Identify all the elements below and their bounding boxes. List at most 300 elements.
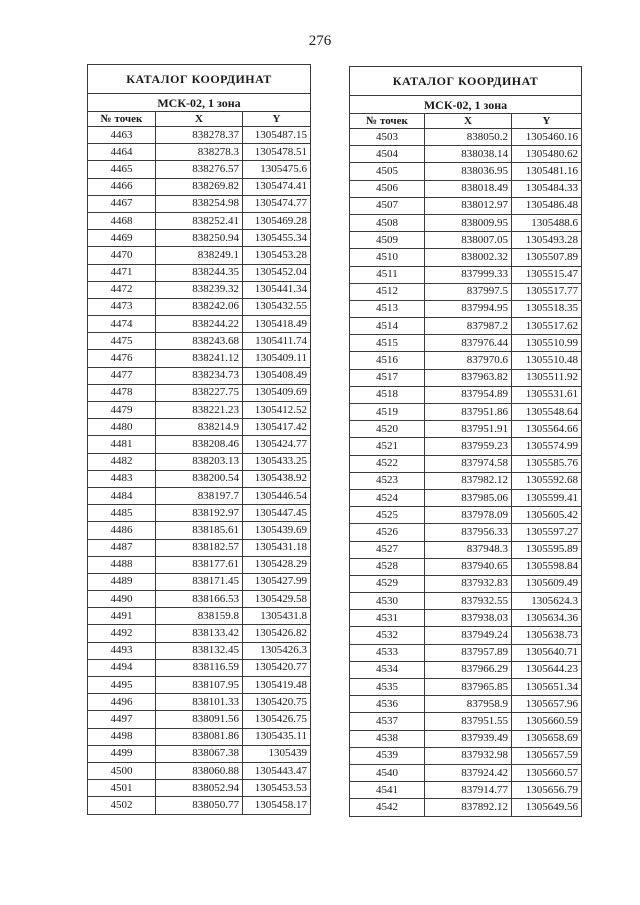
y-coordinate-cell: 1305510.48 <box>512 352 582 369</box>
table-row <box>350 266 582 283</box>
y-coordinate-cell: 1305432.55 <box>243 298 311 315</box>
table-row <box>350 541 582 558</box>
x-coordinate-cell: 838133.42 <box>156 625 243 642</box>
table-row <box>88 195 311 212</box>
y-coordinate-cell: 1305624.3 <box>512 593 582 610</box>
point-number-cell: 4473 <box>88 298 156 315</box>
point-number-cell: 4484 <box>88 487 156 504</box>
table-row <box>350 180 582 197</box>
point-number-cell: 4524 <box>350 489 425 506</box>
x-coordinate-cell: 838002.32 <box>425 249 512 266</box>
x-coordinate-cell: 837965.85 <box>425 679 512 696</box>
table-row <box>350 421 582 438</box>
y-coordinate-cell: 1305474.77 <box>243 195 311 212</box>
table-row <box>88 659 311 676</box>
table-row <box>88 522 311 539</box>
table-row <box>88 797 311 814</box>
y-coordinate-cell: 1305609.49 <box>512 575 582 592</box>
point-number-cell: 4498 <box>88 728 156 745</box>
y-coordinate-cell: 1305441.34 <box>243 281 311 298</box>
point-number-cell: 4500 <box>88 762 156 779</box>
table-row <box>88 298 311 315</box>
table-row <box>88 694 311 711</box>
y-coordinate-cell: 1305412.52 <box>243 402 311 419</box>
point-number-cell: 4474 <box>88 316 156 333</box>
point-number-cell: 4539 <box>350 747 425 764</box>
x-coordinate-cell: 837932.98 <box>425 747 512 764</box>
table-row <box>350 300 582 317</box>
point-number-cell: 4536 <box>350 696 425 713</box>
x-coordinate-cell: 837924.42 <box>425 764 512 781</box>
x-coordinate-cell: 837963.82 <box>425 369 512 386</box>
x-coordinate-cell: 838185.61 <box>156 522 243 539</box>
table-row <box>350 558 582 575</box>
y-coordinate-cell: 1305428.29 <box>243 556 311 573</box>
table-row <box>88 625 311 642</box>
table-row <box>350 764 582 781</box>
point-number-cell: 4522 <box>350 455 425 472</box>
table-row <box>88 487 311 504</box>
y-coordinate-cell: 1305411.74 <box>243 333 311 350</box>
x-coordinate-cell: 838244.35 <box>156 264 243 281</box>
table-row <box>88 333 311 350</box>
x-coordinate-cell: 838182.57 <box>156 539 243 556</box>
y-coordinate-cell: 1305427.99 <box>243 573 311 590</box>
point-number-cell: 4540 <box>350 764 425 781</box>
y-coordinate-cell: 1305638.73 <box>512 627 582 644</box>
table-row <box>350 575 582 592</box>
x-coordinate-cell: 837948.3 <box>425 541 512 558</box>
y-coordinate-cell: 1305474.41 <box>243 178 311 195</box>
table-row <box>350 352 582 369</box>
y-coordinate-cell: 1305446.54 <box>243 487 311 504</box>
point-number-cell: 4534 <box>350 661 425 678</box>
point-number-cell: 4483 <box>88 470 156 487</box>
x-coordinate-cell: 838234.73 <box>156 367 243 384</box>
y-coordinate-cell: 1305408.49 <box>243 367 311 384</box>
x-coordinate-cell: 838242.06 <box>156 298 243 315</box>
point-number-cell: 4531 <box>350 610 425 627</box>
point-number-cell: 4526 <box>350 524 425 541</box>
y-coordinate-cell: 1305548.64 <box>512 404 582 421</box>
y-coordinate-cell: 1305660.59 <box>512 713 582 730</box>
table-row <box>350 318 582 335</box>
x-coordinate-cell: 838159.8 <box>156 608 243 625</box>
table-body <box>88 127 311 815</box>
y-coordinate-cell: 1305426.82 <box>243 625 311 642</box>
point-number-cell: 4466 <box>88 178 156 195</box>
table-row <box>350 524 582 541</box>
point-number-cell: 4538 <box>350 730 425 747</box>
point-number-cell: 4528 <box>350 558 425 575</box>
x-coordinate-cell: 838052.94 <box>156 780 243 797</box>
y-coordinate-cell: 1305592.68 <box>512 472 582 489</box>
x-coordinate-cell: 837892.12 <box>425 799 512 816</box>
y-coordinate-cell: 1305507.89 <box>512 249 582 266</box>
y-coordinate-cell: 1305409.11 <box>243 350 311 367</box>
x-coordinate-cell: 837987.2 <box>425 318 512 335</box>
table-row <box>350 696 582 713</box>
table-row <box>88 230 311 247</box>
point-number-cell: 4530 <box>350 593 425 610</box>
x-coordinate-cell: 837939.49 <box>425 730 512 747</box>
x-coordinate-cell: 838192.97 <box>156 505 243 522</box>
point-number-cell: 4476 <box>88 350 156 367</box>
y-coordinate-cell: 1305640.71 <box>512 644 582 661</box>
table-row <box>350 146 582 163</box>
point-number-cell: 4504 <box>350 146 425 163</box>
x-coordinate-cell: 838007.05 <box>425 232 512 249</box>
y-coordinate-cell: 1305438.92 <box>243 470 311 487</box>
table-row <box>88 642 311 659</box>
y-coordinate-cell: 1305426.75 <box>243 711 311 728</box>
point-number-cell: 4478 <box>88 384 156 401</box>
y-coordinate-cell: 1305518.35 <box>512 300 582 317</box>
table-row <box>88 780 311 797</box>
x-coordinate-cell: 838254.98 <box>156 195 243 212</box>
y-coordinate-cell: 1305458.17 <box>243 797 311 814</box>
coordinate-system-zone: МСК-02, 1 зона <box>88 94 311 112</box>
x-coordinate-cell: 837997.5 <box>425 283 512 300</box>
x-coordinate-cell: 838050.77 <box>156 797 243 814</box>
y-coordinate-cell: 1305418.49 <box>243 316 311 333</box>
table-row <box>350 386 582 403</box>
table-row <box>350 283 582 300</box>
y-coordinate-cell: 1305453.53 <box>243 780 311 797</box>
point-number-cell: 4508 <box>350 214 425 231</box>
x-coordinate-cell: 838018.49 <box>425 180 512 197</box>
y-coordinate-cell: 1305475.6 <box>243 161 311 178</box>
table-row <box>88 281 311 298</box>
table-row <box>350 214 582 231</box>
point-number-cell: 4518 <box>350 386 425 403</box>
y-coordinate-cell: 1305431.18 <box>243 539 311 556</box>
table-row <box>88 728 311 745</box>
coordinate-catalog-table-right <box>349 66 582 817</box>
x-coordinate-cell: 837951.86 <box>425 404 512 421</box>
point-number-cell: 4490 <box>88 591 156 608</box>
point-number-cell: 4533 <box>350 644 425 661</box>
y-coordinate-cell: 1305595.89 <box>512 541 582 558</box>
y-coordinate-cell: 1305439 <box>243 745 311 762</box>
y-coordinate-cell: 1305420.77 <box>243 659 311 676</box>
x-coordinate-cell: 837974.58 <box>425 455 512 472</box>
x-coordinate-cell: 837956.33 <box>425 524 512 541</box>
y-coordinate-cell: 1305651.34 <box>512 679 582 696</box>
x-coordinate-cell: 837940.65 <box>425 558 512 575</box>
y-coordinate-cell: 1305424.77 <box>243 436 311 453</box>
table-row <box>350 679 582 696</box>
table-row <box>350 163 582 180</box>
x-coordinate-cell: 838197.7 <box>156 487 243 504</box>
table-row <box>350 197 582 214</box>
y-coordinate-cell: 1305433.25 <box>243 453 311 470</box>
point-number-cell: 4468 <box>88 212 156 229</box>
point-number-cell: 4469 <box>88 230 156 247</box>
table-row <box>350 369 582 386</box>
y-coordinate-cell: 1305531.61 <box>512 386 582 403</box>
y-coordinate-cell: 1305599.41 <box>512 489 582 506</box>
point-number-cell: 4512 <box>350 283 425 300</box>
x-coordinate-cell: 837932.55 <box>425 593 512 610</box>
point-number-cell: 4529 <box>350 575 425 592</box>
y-coordinate-cell: 1305481.16 <box>512 163 582 180</box>
point-number-cell: 4516 <box>350 352 425 369</box>
table-row <box>350 799 582 816</box>
table-row <box>88 762 311 779</box>
table-row <box>350 730 582 747</box>
y-coordinate-cell: 1305431.8 <box>243 608 311 625</box>
point-number-cell: 4482 <box>88 453 156 470</box>
point-number-cell: 4493 <box>88 642 156 659</box>
point-number-cell: 4542 <box>350 799 425 816</box>
y-coordinate-cell: 1305605.42 <box>512 507 582 524</box>
x-coordinate-cell: 837954.89 <box>425 386 512 403</box>
x-coordinate-cell: 838221.23 <box>156 402 243 419</box>
y-coordinate-cell: 1305426.3 <box>243 642 311 659</box>
y-coordinate-cell: 1305487.15 <box>243 127 311 144</box>
y-coordinate-cell: 1305517.77 <box>512 283 582 300</box>
table-row <box>88 745 311 762</box>
page-number: 276 <box>308 33 332 49</box>
y-coordinate-cell: 1305455.34 <box>243 230 311 247</box>
point-number-cell: 4475 <box>88 333 156 350</box>
y-coordinate-cell: 1305409.69 <box>243 384 311 401</box>
table-row <box>350 627 582 644</box>
y-coordinate-cell: 1305657.59 <box>512 747 582 764</box>
x-coordinate-cell: 838101.33 <box>156 694 243 711</box>
table-row <box>88 453 311 470</box>
table-row <box>350 593 582 610</box>
y-coordinate-cell: 1305574.99 <box>512 438 582 455</box>
table-row <box>350 472 582 489</box>
y-coordinate-cell: 1305511.92 <box>512 369 582 386</box>
x-coordinate-cell: 838278.37 <box>156 127 243 144</box>
table-row <box>88 367 311 384</box>
y-coordinate-cell: 1305429.58 <box>243 591 311 608</box>
point-number-cell: 4491 <box>88 608 156 625</box>
x-coordinate-cell: 838107.95 <box>156 677 243 694</box>
point-number-cell: 4488 <box>88 556 156 573</box>
point-number-cell: 4497 <box>88 711 156 728</box>
catalog-title: КАТАЛОГ КООРДИНАТ <box>88 65 311 94</box>
x-coordinate-cell: 838214.9 <box>156 419 243 436</box>
point-number-cell: 4537 <box>350 713 425 730</box>
x-coordinate-cell: 837951.91 <box>425 421 512 438</box>
y-coordinate-cell: 1305484.33 <box>512 180 582 197</box>
point-number-cell: 4520 <box>350 421 425 438</box>
table-row <box>88 161 311 178</box>
x-coordinate-cell: 838038.14 <box>425 146 512 163</box>
y-coordinate-cell: 1305486.48 <box>512 197 582 214</box>
x-coordinate-cell: 838227.75 <box>156 384 243 401</box>
x-coordinate-cell: 838243.68 <box>156 333 243 350</box>
column-header-x: X <box>156 112 243 127</box>
table-row <box>88 591 311 608</box>
point-number-cell: 4472 <box>88 281 156 298</box>
y-coordinate-cell: 1305598.84 <box>512 558 582 575</box>
coordinate-system-zone: МСК-02, 1 зона <box>350 96 582 114</box>
x-coordinate-cell: 837982.12 <box>425 472 512 489</box>
y-coordinate-cell: 1305420.75 <box>243 694 311 711</box>
y-coordinate-cell: 1305597.27 <box>512 524 582 541</box>
column-header-y: Y <box>512 114 582 129</box>
table-row <box>88 384 311 401</box>
table-row <box>88 505 311 522</box>
y-coordinate-cell: 1305439.69 <box>243 522 311 539</box>
table-row <box>88 247 311 264</box>
point-number-cell: 4470 <box>88 247 156 264</box>
table-row <box>350 747 582 764</box>
x-coordinate-cell: 838067.38 <box>156 745 243 762</box>
x-coordinate-cell: 837966.29 <box>425 661 512 678</box>
point-number-cell: 4487 <box>88 539 156 556</box>
x-coordinate-cell: 838171.45 <box>156 573 243 590</box>
point-number-cell: 4511 <box>350 266 425 283</box>
x-coordinate-cell: 838250.94 <box>156 230 243 247</box>
y-coordinate-cell: 1305435.11 <box>243 728 311 745</box>
point-number-cell: 4479 <box>88 402 156 419</box>
table-row <box>350 232 582 249</box>
x-coordinate-cell: 838200.54 <box>156 470 243 487</box>
table-row <box>88 539 311 556</box>
x-coordinate-cell: 838278.3 <box>156 144 243 161</box>
table-row <box>88 470 311 487</box>
table-row <box>350 507 582 524</box>
table-row <box>350 335 582 352</box>
y-coordinate-cell: 1305460.16 <box>512 129 582 146</box>
table-row <box>350 644 582 661</box>
y-coordinate-cell: 1305480.62 <box>512 146 582 163</box>
y-coordinate-cell: 1305564.66 <box>512 421 582 438</box>
x-coordinate-cell: 838252.41 <box>156 212 243 229</box>
x-coordinate-cell: 838239.32 <box>156 281 243 298</box>
x-coordinate-cell: 838012.97 <box>425 197 512 214</box>
point-number-cell: 4541 <box>350 782 425 799</box>
point-number-cell: 4532 <box>350 627 425 644</box>
y-coordinate-cell: 1305493.28 <box>512 232 582 249</box>
table-row <box>350 129 582 146</box>
y-coordinate-cell: 1305417.42 <box>243 419 311 436</box>
y-coordinate-cell: 1305658.69 <box>512 730 582 747</box>
x-coordinate-cell: 837957.89 <box>425 644 512 661</box>
x-coordinate-cell: 838050.2 <box>425 129 512 146</box>
x-coordinate-cell: 837951.55 <box>425 713 512 730</box>
y-coordinate-cell: 1305644.23 <box>512 661 582 678</box>
point-number-cell: 4463 <box>88 127 156 144</box>
y-coordinate-cell: 1305515.47 <box>512 266 582 283</box>
table-row <box>88 436 311 453</box>
column-header-point-number: № точек <box>88 112 156 127</box>
table-row <box>350 249 582 266</box>
x-coordinate-cell: 837958.9 <box>425 696 512 713</box>
y-coordinate-cell: 1305419.48 <box>243 677 311 694</box>
x-coordinate-cell: 838276.57 <box>156 161 243 178</box>
x-coordinate-cell: 838166.53 <box>156 591 243 608</box>
y-coordinate-cell: 1305660.57 <box>512 764 582 781</box>
table-row <box>88 127 311 144</box>
y-coordinate-cell: 1305443.47 <box>243 762 311 779</box>
x-coordinate-cell: 838208.46 <box>156 436 243 453</box>
y-coordinate-cell: 1305447.45 <box>243 505 311 522</box>
point-number-cell: 4509 <box>350 232 425 249</box>
point-number-cell: 4492 <box>88 625 156 642</box>
table-row <box>88 402 311 419</box>
x-coordinate-cell: 838249.1 <box>156 247 243 264</box>
x-coordinate-cell: 837938.03 <box>425 610 512 627</box>
y-coordinate-cell: 1305453.28 <box>243 247 311 264</box>
point-number-cell: 4477 <box>88 367 156 384</box>
table-row <box>88 212 311 229</box>
point-number-cell: 4507 <box>350 197 425 214</box>
table-row <box>350 782 582 799</box>
point-number-cell: 4489 <box>88 573 156 590</box>
x-coordinate-cell: 837970.6 <box>425 352 512 369</box>
y-coordinate-cell: 1305656.79 <box>512 782 582 799</box>
point-number-cell: 4519 <box>350 404 425 421</box>
table-row <box>88 711 311 728</box>
point-number-cell: 4494 <box>88 659 156 676</box>
table-row <box>88 178 311 195</box>
column-header-x: X <box>425 114 512 129</box>
point-number-cell: 4485 <box>88 505 156 522</box>
table-row <box>88 573 311 590</box>
table-row <box>88 264 311 281</box>
x-coordinate-cell: 838269.82 <box>156 178 243 195</box>
point-number-cell: 4506 <box>350 180 425 197</box>
x-coordinate-cell: 838241.12 <box>156 350 243 367</box>
table-row <box>350 610 582 627</box>
x-coordinate-cell: 838244.22 <box>156 316 243 333</box>
catalog-title: КАТАЛОГ КООРДИНАТ <box>350 67 582 96</box>
point-number-cell: 4515 <box>350 335 425 352</box>
coordinate-catalog-table-left <box>87 64 311 815</box>
table-row <box>88 556 311 573</box>
x-coordinate-cell: 837949.24 <box>425 627 512 644</box>
point-number-cell: 4464 <box>88 144 156 161</box>
y-coordinate-cell: 1305488.6 <box>512 214 582 231</box>
x-coordinate-cell: 838177.61 <box>156 556 243 573</box>
point-number-cell: 4471 <box>88 264 156 281</box>
y-coordinate-cell: 1305649.56 <box>512 799 582 816</box>
table-row <box>88 419 311 436</box>
column-header-y: Y <box>243 112 311 127</box>
y-coordinate-cell: 1305657.96 <box>512 696 582 713</box>
table-row <box>350 455 582 472</box>
point-number-cell: 4501 <box>88 780 156 797</box>
x-coordinate-cell: 838203.13 <box>156 453 243 470</box>
point-number-cell: 4514 <box>350 318 425 335</box>
y-coordinate-cell: 1305517.62 <box>512 318 582 335</box>
table-row <box>88 350 311 367</box>
x-coordinate-cell: 838036.95 <box>425 163 512 180</box>
point-number-cell: 4517 <box>350 369 425 386</box>
x-coordinate-cell: 837932.83 <box>425 575 512 592</box>
x-coordinate-cell: 838132.45 <box>156 642 243 659</box>
point-number-cell: 4523 <box>350 472 425 489</box>
y-coordinate-cell: 1305469.28 <box>243 212 311 229</box>
point-number-cell: 4465 <box>88 161 156 178</box>
point-number-cell: 4467 <box>88 195 156 212</box>
y-coordinate-cell: 1305452.04 <box>243 264 311 281</box>
table-row <box>88 144 311 161</box>
point-number-cell: 4510 <box>350 249 425 266</box>
y-coordinate-cell: 1305634.36 <box>512 610 582 627</box>
point-number-cell: 4521 <box>350 438 425 455</box>
x-coordinate-cell: 838009.95 <box>425 214 512 231</box>
point-number-cell: 4496 <box>88 694 156 711</box>
point-number-cell: 4525 <box>350 507 425 524</box>
